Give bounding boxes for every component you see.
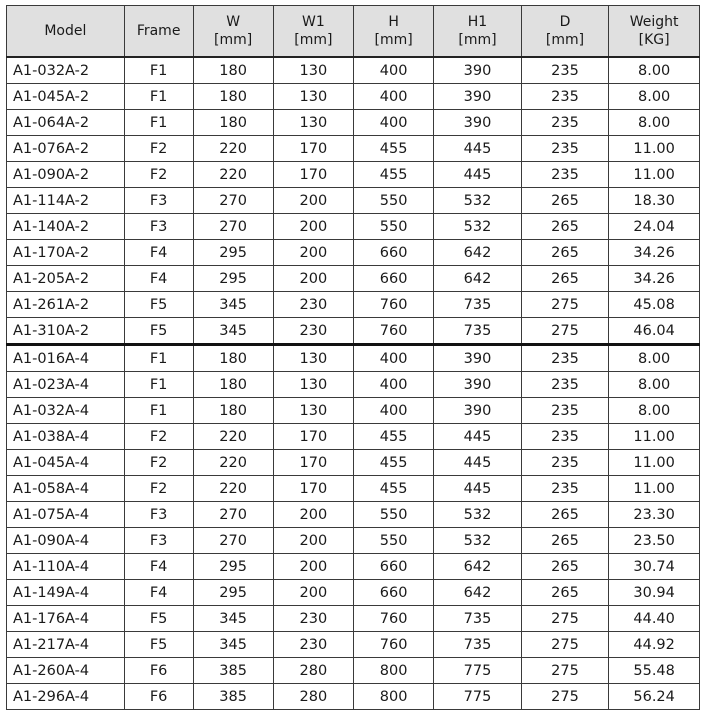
cell-weight: 8.00 — [609, 110, 700, 136]
cell-w1: 170 — [273, 162, 353, 188]
cell-w: 180 — [193, 57, 273, 84]
cell-weight: 11.00 — [609, 476, 700, 502]
cell-h: 400 — [353, 110, 433, 136]
cell-d: 265 — [521, 188, 609, 214]
cell-frame: F4 — [124, 580, 193, 606]
cell-frame: F2 — [124, 162, 193, 188]
cell-d: 265 — [521, 214, 609, 240]
table-row — [7, 110, 700, 136]
cell-h: 400 — [353, 57, 433, 84]
header-w1-label: W1 — [301, 14, 325, 30]
cell-d: 275 — [521, 658, 609, 684]
cell-w: 295 — [193, 240, 273, 266]
cell-d: 275 — [521, 684, 609, 710]
cell-d: 275 — [521, 606, 609, 632]
cell-model: A1-170A-2 — [7, 240, 125, 266]
cell-w1: 200 — [273, 502, 353, 528]
cell-w1: 280 — [273, 684, 353, 710]
header-d-label: D — [559, 14, 571, 30]
cell-h: 800 — [353, 658, 433, 684]
cell-w: 180 — [193, 398, 273, 424]
header-h1-label: H1 — [467, 14, 488, 30]
table-row — [7, 136, 700, 162]
table-row — [7, 684, 700, 710]
table-group-400v — [7, 345, 700, 710]
cell-d: 235 — [521, 345, 609, 372]
cell-w: 345 — [193, 318, 273, 345]
cell-h1: 642 — [434, 554, 522, 580]
cell-weight: 44.92 — [609, 632, 700, 658]
cell-h1: 445 — [434, 424, 522, 450]
cell-frame: F1 — [124, 345, 193, 372]
cell-h1: 390 — [434, 84, 522, 110]
cell-frame: F5 — [124, 632, 193, 658]
cell-model: A1-090A-2 — [7, 162, 125, 188]
cell-w: 180 — [193, 372, 273, 398]
cell-weight: 11.00 — [609, 424, 700, 450]
cell-model: A1-045A-2 — [7, 84, 125, 110]
table-row — [7, 632, 700, 658]
cell-frame: F1 — [124, 84, 193, 110]
cell-weight: 34.26 — [609, 266, 700, 292]
cell-frame: F3 — [124, 188, 193, 214]
cell-h: 455 — [353, 136, 433, 162]
table-row — [7, 476, 700, 502]
cell-weight: 11.00 — [609, 162, 700, 188]
cell-h1: 735 — [434, 632, 522, 658]
table-row — [7, 84, 700, 110]
table-row — [7, 658, 700, 684]
table-row — [7, 292, 700, 318]
cell-frame: F1 — [124, 57, 193, 84]
cell-h: 455 — [353, 476, 433, 502]
cell-h1: 532 — [434, 214, 522, 240]
cell-h: 400 — [353, 372, 433, 398]
cell-model: A1-076A-2 — [7, 136, 125, 162]
header-h-unit: [mm] — [374, 32, 413, 48]
cell-model: A1-032A-2 — [7, 57, 125, 84]
cell-d: 235 — [521, 476, 609, 502]
cell-w: 295 — [193, 266, 273, 292]
cell-weight: 56.24 — [609, 684, 700, 710]
cell-frame: F2 — [124, 476, 193, 502]
table-row — [7, 57, 700, 84]
cell-d: 265 — [521, 528, 609, 554]
header-h-label: H — [388, 14, 399, 30]
cell-model: A1-260A-4 — [7, 658, 125, 684]
cell-model: A1-064A-2 — [7, 110, 125, 136]
cell-weight: 55.48 — [609, 658, 700, 684]
cell-h: 760 — [353, 606, 433, 632]
cell-h: 550 — [353, 188, 433, 214]
cell-h: 400 — [353, 345, 433, 372]
cell-d: 265 — [521, 554, 609, 580]
header-frame — [124, 6, 193, 58]
header-weight-unit: [KG] — [638, 32, 670, 48]
cell-w: 270 — [193, 502, 273, 528]
header-weight-label: Weight — [629, 14, 679, 30]
cell-w1: 280 — [273, 658, 353, 684]
table-row — [7, 188, 700, 214]
header-w-unit: [mm] — [214, 32, 253, 48]
cell-h: 660 — [353, 554, 433, 580]
cell-model: A1-217A-4 — [7, 632, 125, 658]
table-row — [7, 266, 700, 292]
cell-h: 400 — [353, 84, 433, 110]
cell-model: A1-038A-4 — [7, 424, 125, 450]
cell-d: 275 — [521, 292, 609, 318]
cell-weight: 8.00 — [609, 345, 700, 372]
cell-h: 760 — [353, 632, 433, 658]
cell-w1: 230 — [273, 632, 353, 658]
cell-weight: 8.00 — [609, 398, 700, 424]
cell-weight: 34.26 — [609, 240, 700, 266]
table-row — [7, 240, 700, 266]
cell-w: 220 — [193, 450, 273, 476]
cell-h: 455 — [353, 450, 433, 476]
cell-d: 235 — [521, 57, 609, 84]
cell-d: 235 — [521, 398, 609, 424]
header-d-unit: [mm] — [545, 32, 585, 48]
table-row — [7, 450, 700, 476]
cell-w: 220 — [193, 162, 273, 188]
cell-w: 295 — [193, 554, 273, 580]
cell-d: 235 — [521, 84, 609, 110]
cell-h1: 445 — [434, 162, 522, 188]
cell-frame: F2 — [124, 424, 193, 450]
cell-h: 550 — [353, 214, 433, 240]
cell-d: 265 — [521, 502, 609, 528]
cell-w1: 200 — [273, 188, 353, 214]
cell-h1: 642 — [434, 266, 522, 292]
cell-w: 385 — [193, 658, 273, 684]
cell-w1: 200 — [273, 214, 353, 240]
cell-h1: 735 — [434, 292, 522, 318]
header-w1-unit: [mm] — [294, 32, 333, 48]
cell-h1: 642 — [434, 240, 522, 266]
table-row — [7, 214, 700, 240]
cell-model: A1-016A-4 — [7, 345, 125, 372]
cell-w: 345 — [193, 632, 273, 658]
cell-h1: 390 — [434, 372, 522, 398]
cell-model: A1-140A-2 — [7, 214, 125, 240]
cell-d: 265 — [521, 266, 609, 292]
cell-w: 220 — [193, 476, 273, 502]
header-w — [193, 6, 273, 58]
header-model-label: Model — [44, 23, 87, 39]
cell-h: 760 — [353, 318, 433, 345]
cell-h: 760 — [353, 292, 433, 318]
cell-w1: 130 — [273, 110, 353, 136]
cell-w: 220 — [193, 136, 273, 162]
header-w-label: W — [226, 14, 241, 30]
dimensions-table — [6, 5, 700, 710]
cell-weight: 23.50 — [609, 528, 700, 554]
cell-d: 265 — [521, 240, 609, 266]
cell-h1: 390 — [434, 110, 522, 136]
cell-h: 550 — [353, 502, 433, 528]
cell-frame: F4 — [124, 266, 193, 292]
cell-w: 345 — [193, 292, 273, 318]
cell-w: 270 — [193, 214, 273, 240]
cell-h: 660 — [353, 240, 433, 266]
table-row — [7, 528, 700, 554]
cell-w: 385 — [193, 684, 273, 710]
cell-w1: 200 — [273, 240, 353, 266]
cell-w1: 230 — [273, 606, 353, 632]
cell-w: 270 — [193, 188, 273, 214]
cell-h: 660 — [353, 580, 433, 606]
cell-w: 295 — [193, 580, 273, 606]
cell-h1: 642 — [434, 580, 522, 606]
cell-model: A1-261A-2 — [7, 292, 125, 318]
cell-w1: 230 — [273, 318, 353, 345]
cell-model: A1-205A-2 — [7, 266, 125, 292]
cell-h1: 390 — [434, 345, 522, 372]
cell-weight: 44.40 — [609, 606, 700, 632]
cell-d: 235 — [521, 136, 609, 162]
header-d — [521, 6, 609, 58]
header-h1 — [434, 6, 522, 58]
cell-w1: 170 — [273, 424, 353, 450]
cell-model: A1-149A-4 — [7, 580, 125, 606]
table-row — [7, 318, 700, 345]
cell-frame: F5 — [124, 292, 193, 318]
cell-frame: F3 — [124, 528, 193, 554]
table-row — [7, 162, 700, 188]
cell-w1: 200 — [273, 266, 353, 292]
cell-weight: 30.94 — [609, 580, 700, 606]
cell-h: 660 — [353, 266, 433, 292]
header-w1 — [273, 6, 353, 58]
table-header — [7, 6, 700, 58]
cell-d: 235 — [521, 450, 609, 476]
cell-d: 275 — [521, 632, 609, 658]
cell-frame: F3 — [124, 214, 193, 240]
cell-weight: 24.04 — [609, 214, 700, 240]
cell-w: 180 — [193, 84, 273, 110]
cell-weight: 45.08 — [609, 292, 700, 318]
cell-w: 270 — [193, 528, 273, 554]
cell-w1: 130 — [273, 398, 353, 424]
table-row — [7, 345, 700, 372]
cell-h: 800 — [353, 684, 433, 710]
cell-frame: F3 — [124, 502, 193, 528]
cell-model: A1-114A-2 — [7, 188, 125, 214]
cell-frame: F1 — [124, 398, 193, 424]
cell-h1: 775 — [434, 684, 522, 710]
cell-w: 180 — [193, 110, 273, 136]
cell-weight: 11.00 — [609, 450, 700, 476]
cell-w1: 130 — [273, 57, 353, 84]
cell-w1: 130 — [273, 372, 353, 398]
cell-w1: 170 — [273, 450, 353, 476]
table-row — [7, 502, 700, 528]
table-group-200v — [7, 57, 700, 345]
cell-w1: 200 — [273, 554, 353, 580]
header-frame-label: Frame — [136, 23, 181, 39]
cell-h1: 532 — [434, 188, 522, 214]
table-row — [7, 424, 700, 450]
cell-weight: 30.74 — [609, 554, 700, 580]
header-row — [7, 6, 700, 58]
table-row — [7, 580, 700, 606]
cell-d: 275 — [521, 318, 609, 345]
cell-h1: 445 — [434, 136, 522, 162]
cell-h1: 735 — [434, 318, 522, 345]
cell-weight: 11.00 — [609, 136, 700, 162]
cell-w1: 170 — [273, 476, 353, 502]
cell-w1: 200 — [273, 528, 353, 554]
header-h1-unit: [mm] — [458, 32, 497, 48]
cell-weight: 8.00 — [609, 57, 700, 84]
cell-weight: 46.04 — [609, 318, 700, 345]
cell-h1: 532 — [434, 528, 522, 554]
cell-frame: F4 — [124, 240, 193, 266]
cell-model: A1-058A-4 — [7, 476, 125, 502]
cell-model: A1-176A-4 — [7, 606, 125, 632]
cell-w1: 200 — [273, 580, 353, 606]
cell-model: A1-075A-4 — [7, 502, 125, 528]
cell-model: A1-310A-2 — [7, 318, 125, 345]
cell-w1: 230 — [273, 292, 353, 318]
cell-h1: 445 — [434, 450, 522, 476]
cell-w: 345 — [193, 606, 273, 632]
cell-frame: F2 — [124, 136, 193, 162]
cell-h1: 775 — [434, 658, 522, 684]
cell-d: 265 — [521, 580, 609, 606]
table-row — [7, 398, 700, 424]
cell-h: 455 — [353, 162, 433, 188]
cell-model: A1-296A-4 — [7, 684, 125, 710]
cell-frame: F5 — [124, 606, 193, 632]
header-model — [7, 6, 125, 58]
cell-frame: F1 — [124, 372, 193, 398]
cell-frame: F5 — [124, 318, 193, 345]
cell-weight: 23.30 — [609, 502, 700, 528]
cell-h1: 445 — [434, 476, 522, 502]
cell-w1: 170 — [273, 136, 353, 162]
cell-frame: F6 — [124, 684, 193, 710]
cell-d: 235 — [521, 110, 609, 136]
cell-w: 220 — [193, 424, 273, 450]
cell-h1: 390 — [434, 57, 522, 84]
cell-w1: 130 — [273, 345, 353, 372]
table-row — [7, 554, 700, 580]
cell-h: 455 — [353, 424, 433, 450]
table-row — [7, 606, 700, 632]
cell-frame: F6 — [124, 658, 193, 684]
cell-model: A1-110A-4 — [7, 554, 125, 580]
cell-h1: 390 — [434, 398, 522, 424]
cell-frame: F4 — [124, 554, 193, 580]
cell-w1: 130 — [273, 84, 353, 110]
cell-model: A1-045A-4 — [7, 450, 125, 476]
cell-weight: 8.00 — [609, 84, 700, 110]
cell-frame: F2 — [124, 450, 193, 476]
cell-h1: 532 — [434, 502, 522, 528]
cell-model: A1-090A-4 — [7, 528, 125, 554]
cell-weight: 8.00 — [609, 372, 700, 398]
cell-h: 400 — [353, 398, 433, 424]
cell-frame: F1 — [124, 110, 193, 136]
table-row — [7, 372, 700, 398]
cell-h: 550 — [353, 528, 433, 554]
cell-h1: 735 — [434, 606, 522, 632]
cell-d: 235 — [521, 424, 609, 450]
cell-model: A1-032A-4 — [7, 398, 125, 424]
cell-w: 180 — [193, 345, 273, 372]
cell-weight: 18.30 — [609, 188, 700, 214]
cell-d: 235 — [521, 372, 609, 398]
header-h — [353, 6, 433, 58]
cell-model: A1-023A-4 — [7, 372, 125, 398]
cell-d: 235 — [521, 162, 609, 188]
header-weight — [609, 6, 700, 58]
